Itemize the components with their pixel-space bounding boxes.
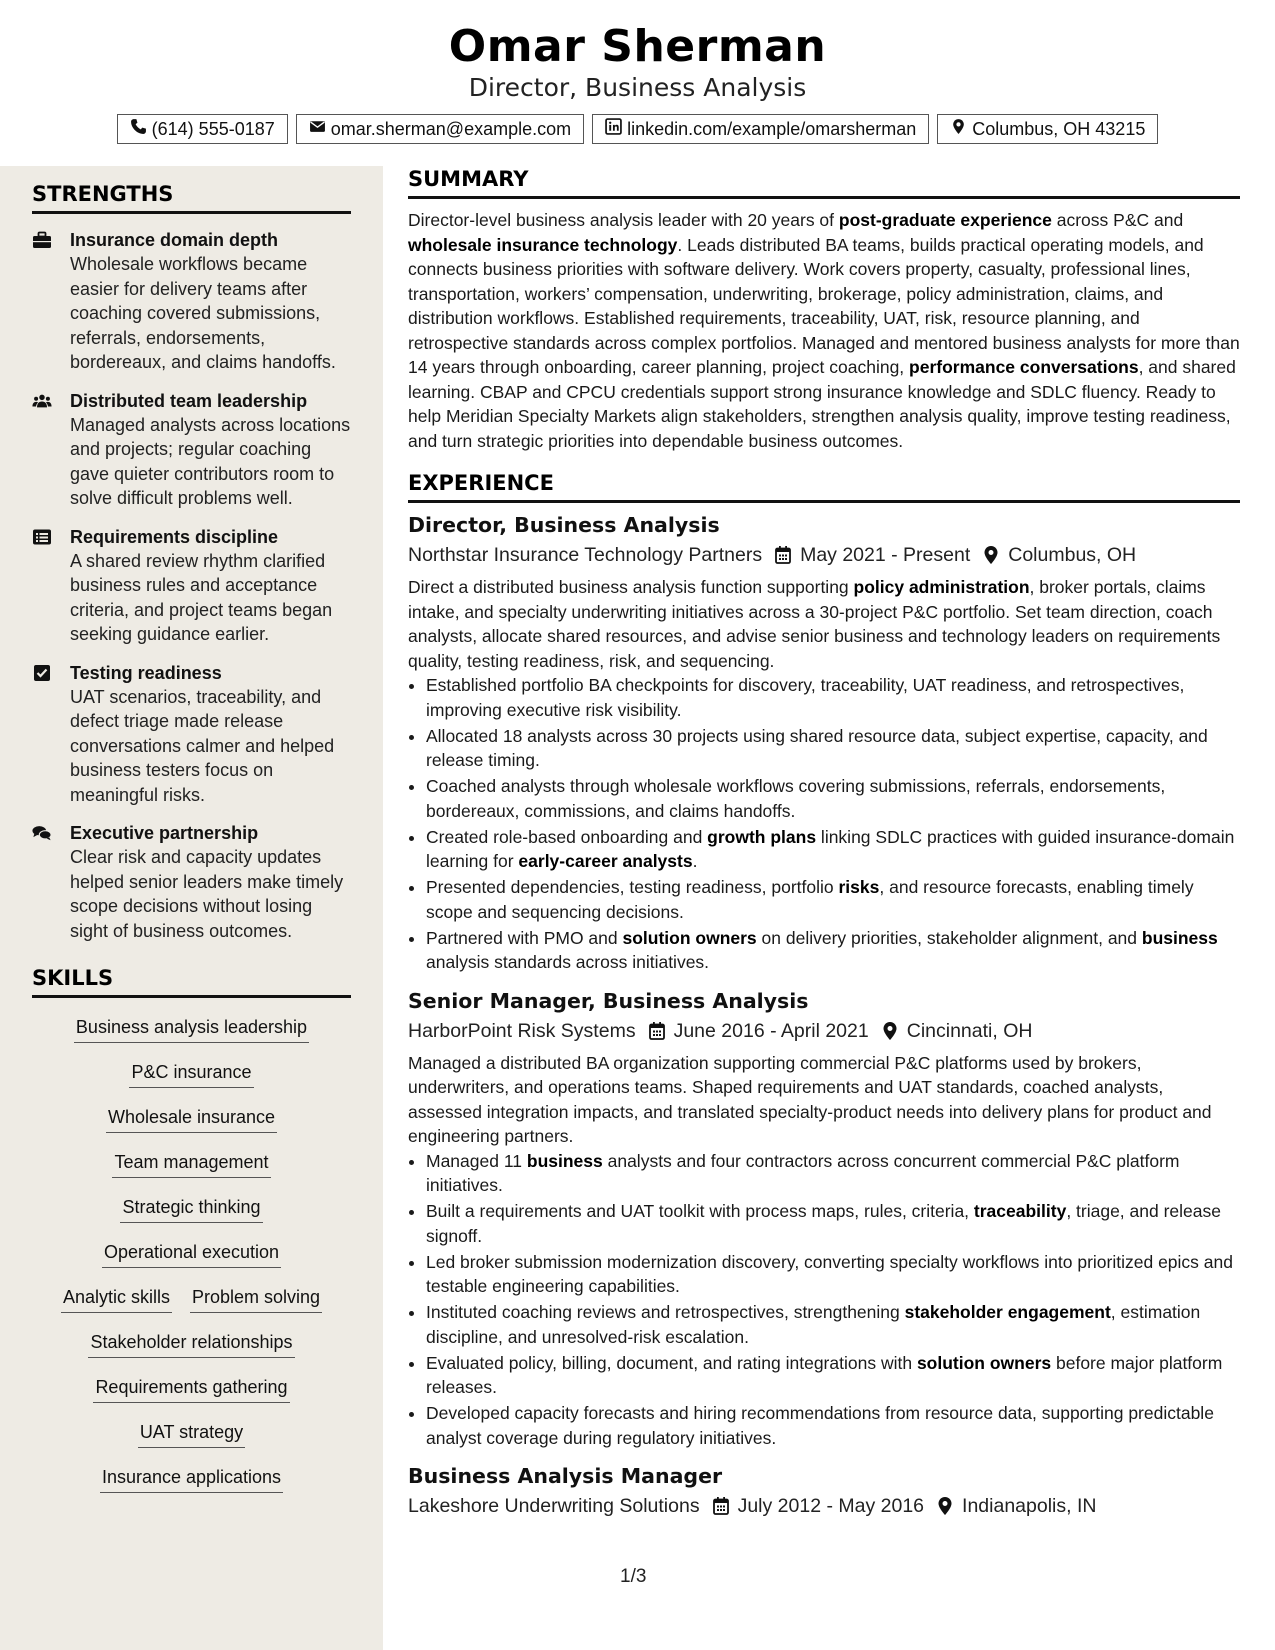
contact-text: omar.sherman@example.com — [330, 119, 572, 139]
bold-text: wholesale insurance technology — [408, 234, 678, 255]
text-run: , triage, and release signoff. — [426, 1201, 1221, 1246]
summary-heading: SUMMARY — [408, 166, 1240, 199]
text-run: analysts and four contractors across concurrent commercial P&C platform initiatives. — [426, 1150, 1180, 1195]
skill-row — [32, 1231, 351, 1276]
job-entry — [408, 511, 1240, 975]
skill-tag: Strategic thinking — [120, 1195, 262, 1223]
resume-header — [0, 0, 1275, 144]
contact-linkedin[interactable] — [592, 114, 929, 144]
strength-title: Testing readiness — [70, 662, 222, 683]
company-name: Lakeshore Underwriting Solutions — [408, 1495, 700, 1517]
company-name: Northstar Insurance Technology Partners — [408, 544, 763, 566]
job-location: Indianapolis, IN — [962, 1495, 1097, 1517]
location-icon — [982, 545, 1000, 565]
location-icon — [881, 1021, 899, 1041]
candidate-title: Director, Business Analysis — [468, 73, 807, 102]
job-bullet — [426, 1149, 1240, 1198]
job-bullet — [426, 1250, 1240, 1299]
linkedin-icon — [605, 118, 622, 140]
location-icon — [936, 1496, 954, 1516]
job-entry — [408, 1462, 1240, 1520]
job-bullets — [408, 673, 1240, 975]
text-run: Built a requirements and UAT toolkit with process maps, rules, criteria, — [426, 1201, 974, 1221]
company-name: HarborPoint Risk Systems — [408, 1019, 636, 1042]
text-run: Managed 11 — [426, 1150, 527, 1171]
text-run: analysis standards across initiatives. — [426, 952, 710, 972]
text-run: Presented dependencies, testing readiness, portfolio — [426, 877, 839, 897]
strength-description: A shared review rhythm clarified business rules and acceptance criteria, and project teams began seeking guidance earlier. — [70, 550, 333, 644]
text-run: Instituted coaching reviews and retrospectives, strengthening — [426, 1302, 905, 1322]
text-run: Director-level business analysis leader with 20 years of — [408, 210, 839, 230]
contact-text: Columbus, OH 43215 — [972, 119, 1146, 139]
job-dates: June 2016 - April 2021 — [673, 1019, 869, 1042]
contact-location[interactable] — [937, 114, 1158, 144]
bold-text: policy administration — [853, 577, 1030, 597]
bold-text: solution owners — [622, 927, 757, 948]
text-run: Partnered with PMO and — [426, 927, 623, 948]
text-run: Direct a distributed business analysis function supporting — [408, 577, 854, 597]
job-dates: July 2012 - May 2016 — [737, 1495, 925, 1517]
skill-tag: UAT strategy — [138, 1420, 245, 1448]
contact-phone[interactable] — [117, 114, 288, 144]
text-run: , estimation discipline, and unresolved-risk escalation. — [426, 1302, 1201, 1347]
summary-text — [408, 208, 1240, 453]
text-run: Developed capacity forecasts and hiring recommendations from resource data, supporting predictable analyst coverage during regulatory initiatives. — [426, 1403, 1214, 1448]
contact-text: (614) 555-0187 — [151, 119, 275, 139]
job-title: Senior Manager, Business Analysis — [408, 988, 809, 1013]
experience-list — [408, 511, 1240, 1520]
skill-tag: P&C insurance — [129, 1060, 253, 1088]
text-run: linking SDLC practices with guided insurance-domain learning for — [426, 826, 1235, 871]
skill-row — [32, 1051, 351, 1096]
strength-title: Executive partnership — [70, 823, 259, 843]
bold-text: early-career analysts — [518, 851, 693, 871]
job-bullet — [426, 1199, 1240, 1248]
bold-text: traceability — [973, 1201, 1067, 1221]
job-meta — [408, 541, 1240, 569]
strength-item — [32, 821, 351, 943]
job-bullet — [426, 825, 1240, 874]
list-icon — [32, 525, 56, 647]
text-run: Led broker submission modernization discovery, converting specialty workflows into prioritized epics and testable engineering capabilities. — [426, 1251, 1233, 1296]
skill-tag: Requirements gathering — [93, 1375, 289, 1403]
job-location: Cincinnati, OH — [906, 1019, 1033, 1042]
job-bullet — [426, 875, 1240, 924]
job-dates: May 2021 - Present — [800, 544, 971, 566]
skill-row — [32, 1321, 351, 1366]
experience-heading: EXPERIENCE — [408, 470, 1240, 503]
skill-tag: Analytic skills — [61, 1285, 172, 1313]
strength-item — [32, 525, 351, 647]
job-meta — [408, 1017, 1240, 1045]
strength-description: Clear risk and capacity updates helped senior leaders make timely scope decisions without losing sight of business outcomes. — [70, 847, 344, 941]
skill-row — [32, 1411, 351, 1456]
skill-tag: Stakeholder relationships — [88, 1330, 294, 1358]
strength-item — [32, 661, 351, 808]
job-description — [408, 1051, 1240, 1149]
sidebar — [0, 166, 383, 1650]
strength-description: Wholesale workflows became easier for delivery teams after coaching covered submissions, referrals, endorsements, bordereaux, and claims handoffs. — [70, 254, 336, 372]
strength-item — [32, 389, 351, 511]
job-bullet — [426, 673, 1240, 722]
skill-row — [32, 1456, 351, 1501]
bold-text: growth plans — [707, 826, 817, 847]
skills-heading: SKILLS — [32, 965, 351, 998]
skill-row — [32, 1186, 351, 1231]
skill-row — [32, 1006, 351, 1051]
contact-bar — [0, 114, 1275, 144]
skill-tag: Problem solving — [190, 1285, 322, 1313]
bold-text: business — [1141, 927, 1218, 948]
location-icon — [950, 118, 967, 140]
job-entry — [408, 987, 1240, 1451]
text-run: Allocated 18 analysts across 30 projects using shared resource data, subject expertise, capacity, and release timing. — [426, 725, 1208, 770]
envelope-icon — [309, 118, 326, 140]
main-content — [408, 166, 1240, 1526]
job-bullets — [408, 1149, 1240, 1451]
job-title: Director, Business Analysis — [408, 513, 720, 537]
strength-title: Distributed team leadership — [70, 390, 308, 411]
job-bullet — [426, 1351, 1240, 1400]
calendar-icon — [648, 1021, 666, 1041]
text-run: Established portfolio BA checkpoints for discovery, traceability, UAT readiness, and retrospectives, improving executive risk visibility. — [426, 675, 1185, 720]
strength-description: Managed analysts across locations and projects; regular coaching gave quieter contributors room to solve difficult problems well. — [70, 414, 351, 508]
bold-text: business — [526, 1150, 603, 1171]
skill-tag: Wholesale insurance — [106, 1105, 277, 1133]
job-bullet — [426, 724, 1240, 773]
text-run: across P&C and — [1051, 210, 1184, 230]
skill-tag: Insurance applications — [100, 1465, 283, 1493]
job-bullet — [426, 926, 1240, 975]
chat-icon — [32, 821, 56, 943]
page-number: 1/3 — [620, 1566, 647, 1587]
text-run: , and shared learning. CBAP and CPCU credentials support strong insurance knowledge and SDLC fluency. Ready to help Meridian Specialty Markets align stakeholders, strengthen analysis quality, improve testing readiness, and turn strategic priorities into dependable business outcomes. — [408, 357, 1236, 451]
text-run: on delivery priorities, stakeholder alignment, and — [756, 927, 1142, 948]
job-bullet — [426, 774, 1240, 823]
checkbox-icon — [32, 661, 56, 808]
strength-item — [32, 228, 351, 375]
skill-row — [32, 1366, 351, 1411]
calendar-icon — [712, 1496, 730, 1516]
text-run: Evaluated policy, billing, document, and rating integrations with — [426, 1352, 917, 1373]
skill-tag: Team management — [112, 1150, 270, 1178]
contact-email[interactable] — [296, 114, 584, 144]
bold-text: stakeholder engagement — [904, 1302, 1111, 1322]
text-run: , and resource forecasts, enabling timely scope and sequencing decisions. — [426, 877, 1194, 922]
phone-icon — [130, 118, 147, 140]
skill-tag: Operational execution — [102, 1240, 281, 1268]
contact-text: linkedin.com/example/omarsherman — [627, 119, 917, 139]
strength-title: Requirements discipline — [70, 526, 279, 547]
calendar-icon — [774, 545, 792, 565]
job-title: Business Analysis Manager — [408, 1464, 723, 1488]
strength-title: Insurance domain depth — [70, 230, 279, 250]
skill-row — [32, 1141, 351, 1186]
bold-text: solution owners — [916, 1352, 1052, 1373]
text-run: . Leads distributed BA teams, builds practical operating models, and connects business priorities with software delivery. Work covers property, casualty, professional lines, transportation, workers’ compensation, underwriting, brokerage, policy administration, claims, and distribution workflows. Established requirements, traceability, UAT, risk, resource planning, and retrospective standards across complex portfolios. Managed and mentored business analysts for more than 14 years through onboarding, career planning, project coaching, — [408, 234, 1240, 377]
candidate-name: Omar Sherman — [448, 21, 827, 72]
skill-row — [32, 1276, 351, 1321]
team-icon — [32, 389, 56, 511]
text-run: , broker portals, claims intake, and specialty underwriting initiatives across a 30-project P&C portfolio. Set team direction, coach analysts, allocate shared resources, and advise senior business and technology leaders on requirements quality, testing readiness, risk, and sequencing. — [408, 577, 1221, 671]
job-description — [408, 575, 1240, 673]
text-run: Coached analysts through wholesale workflows covering submissions, referrals, endorsements, bordereaux, commissions, and claims handoffs. — [426, 776, 1166, 821]
strengths-heading: STRENGTHS — [32, 181, 351, 214]
job-location: Columbus, OH — [1008, 544, 1137, 566]
text-run: Created role-based onboarding and — [426, 826, 708, 847]
strength-description: UAT scenarios, traceability, and defect triage made release conversations calmer and helped business testers focus on meaningful risks. — [70, 686, 335, 805]
bold-text: performance conversations — [909, 357, 1139, 377]
job-bullet — [426, 1300, 1240, 1349]
text-run: before major platform releases. — [426, 1352, 1223, 1397]
skill-tag: Business analysis leadership — [74, 1015, 309, 1043]
text-run: Managed a distributed BA organization supporting commercial P&C platforms used by brokers, underwriters, and operations teams. Shaped requirements and UAT standards, coached analysts, assessed integration impacts, and translated specialty-product needs into delivery plans for product and engineering partners. — [408, 1052, 1212, 1146]
skill-row — [32, 1096, 351, 1141]
bold-text: risks — [838, 877, 880, 897]
job-meta — [408, 1492, 1240, 1520]
job-bullet — [426, 1401, 1240, 1450]
skills-list — [32, 1006, 351, 1501]
bold-text: post-graduate experience — [838, 210, 1052, 230]
briefcase-icon — [32, 228, 56, 375]
text-run: . — [692, 851, 698, 871]
